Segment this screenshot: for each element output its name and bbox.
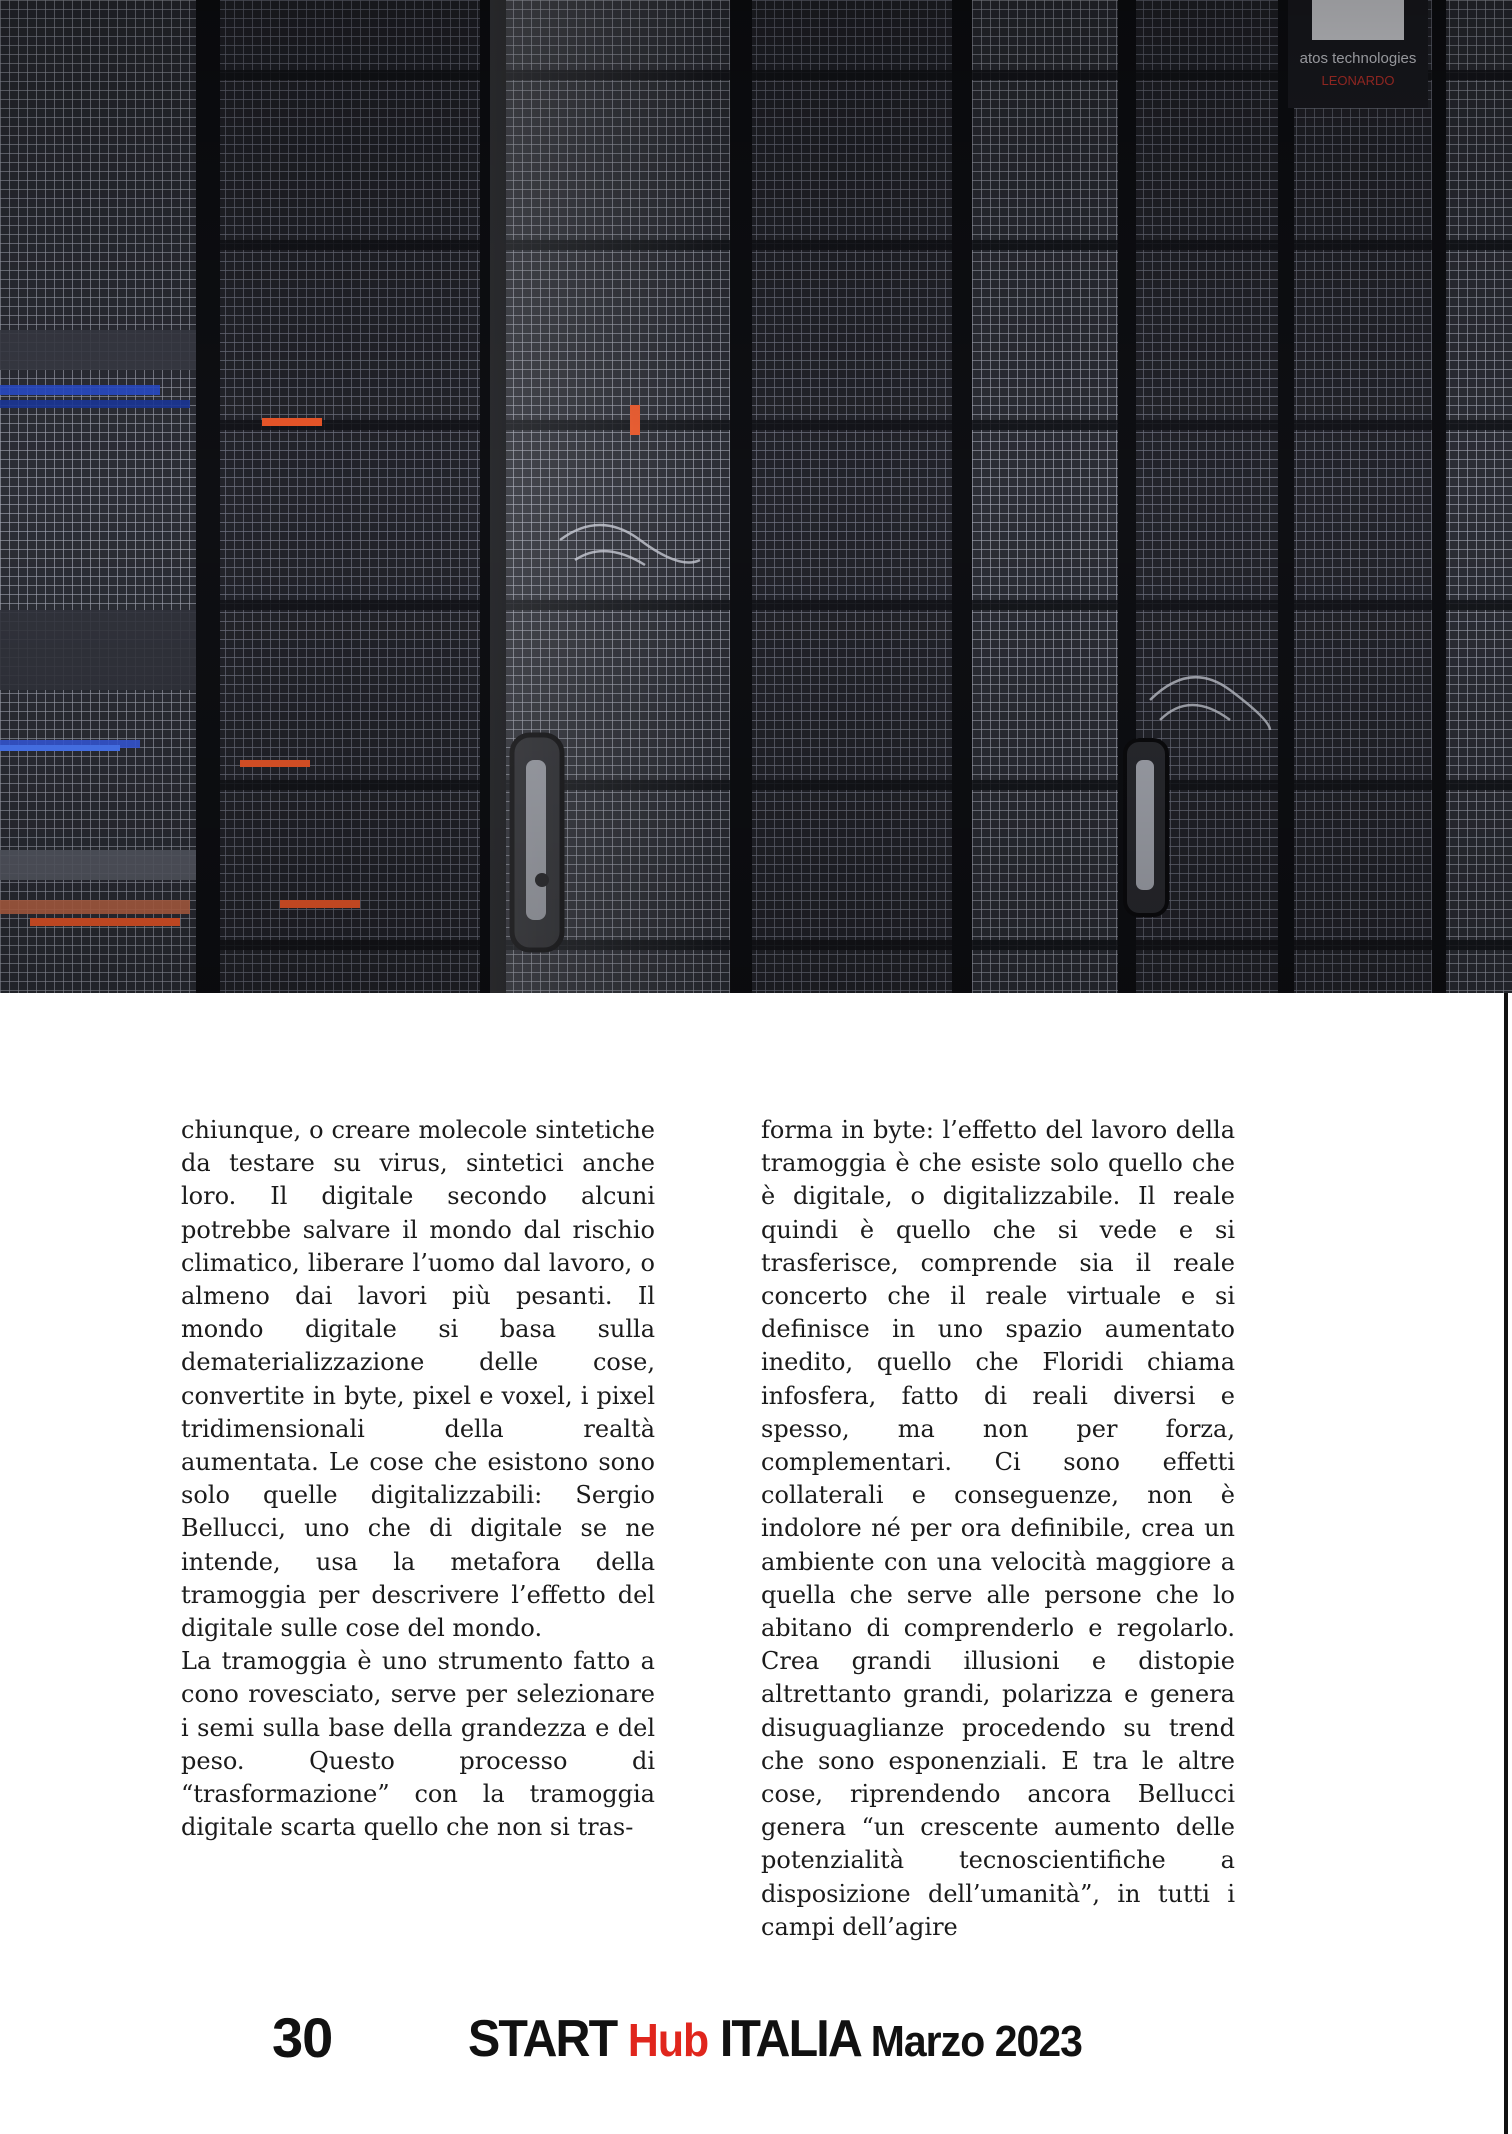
- server-rack-photo: [0, 0, 1512, 993]
- article-column-left: [181, 1114, 655, 1844]
- page-edge-bar: [1504, 993, 1508, 2134]
- paragraph: forma in byte: l’effetto del lavoro della tramoggia è che esiste solo quello che è digitale, o digitalizzabile. Il reale quindi è quello che si vede e si trasferisce, comprende sia il reale concerto che il reale virtuale e si definisce in uno spazio aumentato inedito, quello che Floridi chiama infosfera, fatto di reali diversi e spesso, ma non per forza, complementari. Ci sono effetti collaterali e conseguenze, non è indolore né per ora definibile, crea un ambiente con una velocità maggiore a quella che serve alle persone che lo abitano di comprenderlo e regolarlo. Crea grandi illusioni e distopie altrettanto grandi, polarizza e genera disuguaglianze procedendo su trend che sono esponenziali. E tra le altre cose, riprendendo ancora Bellucci genera “un crescente aumento delle potenzialità tecnoscientifiche a disposizione dell’umanità”, in tutti i campi dell’agire: [761, 1116, 1235, 1941]
- paragraph: chiunque, o creare molecole sintetiche da testare su virus, sintetici anche loro. Il digitale secondo alcuni potrebbe salvare il mondo dal rischio climatico, liberare l’uomo dal lavoro, o almeno dai lavori più pesanti. Il mondo digitale si basa sulla dematerializzazione delle cose, convertite in byte, pixel e voxel, i pixel tridimensionali della realtà aumentata. Le cose che esistono sono solo quelle digitalizzabili: Sergio Bellucci, uno che di digitale se ne intende, usa la metafora della tramoggia per descrivere l’effetto del digitale sulle cose del mondo.: [181, 1116, 655, 1643]
- brand-hub: Hub: [627, 2014, 709, 2066]
- brand-start: START: [468, 2010, 617, 2068]
- issue-date: Marzo 2023: [870, 2017, 1083, 2066]
- paragraph: La tramoggia è uno strumento fatto a cono rovesciato, serve per selezionare i semi sulla base della grandezza e del peso. Questo processo di “trasformazione” con la tramoggia digitale scarta quello che non si tras-: [181, 1647, 655, 1842]
- magazine-footer: [468, 2009, 1082, 2069]
- brand-italia: ITALIA: [719, 2010, 860, 2068]
- page-number: 30: [272, 2006, 333, 2069]
- article-column-right: [761, 1114, 1235, 1944]
